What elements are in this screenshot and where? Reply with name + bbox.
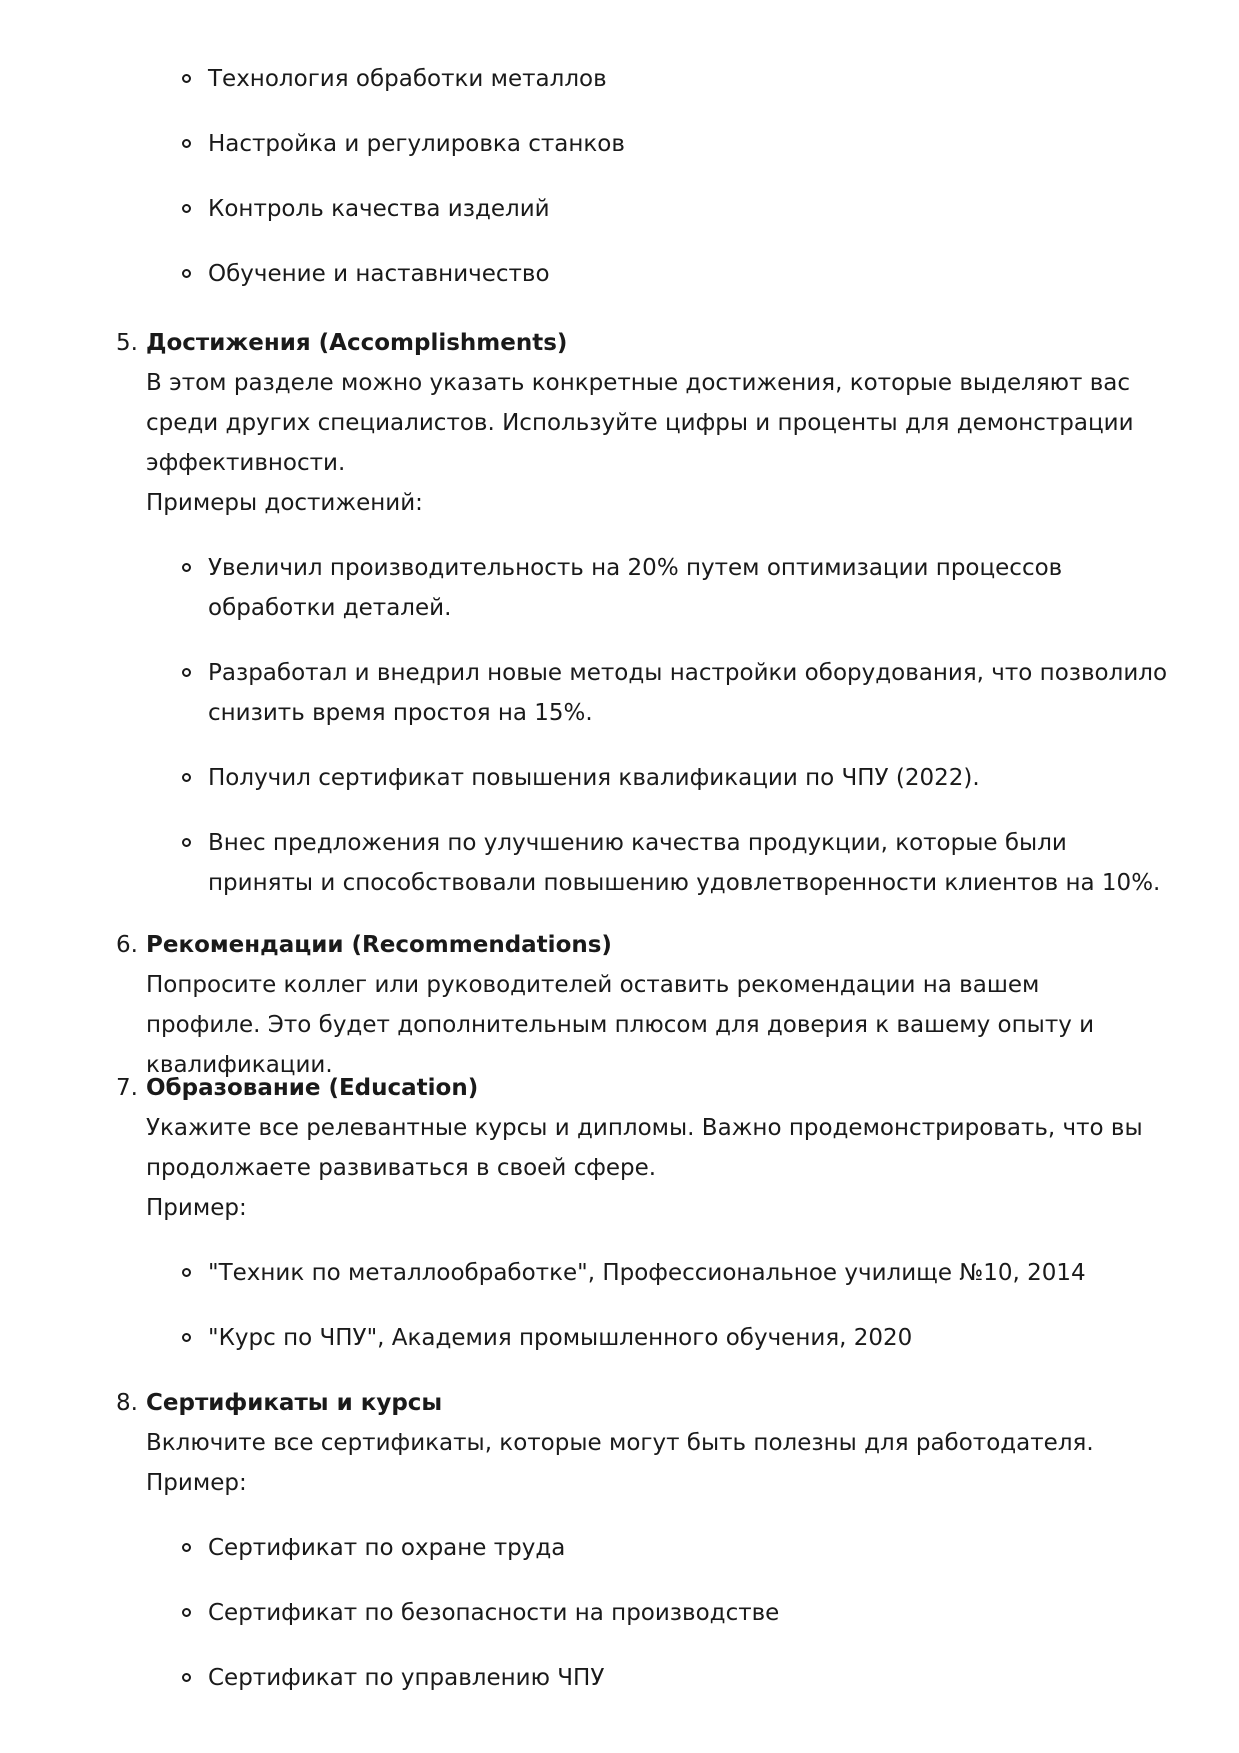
section-paragraph: Попросите коллег или руководителей оставить рекомендации на вашем профиле. Это будет дополнительным плюсом для доверия к вашему опыту и квалификации. (146, 972, 1095, 1078)
section-education (116, 1068, 1146, 1383)
section-heading: Достижения (Accomplishments) (146, 330, 568, 356)
section-heading: Рекомендации (Recommendations) (146, 932, 612, 958)
list-item: "Техник по металлообработке", Профессиональное училище №10, 2014 (208, 1253, 1178, 1293)
list-item: Разработал и внедрил новые методы настройки оборудования, что позволило снизить время простоя на 15%. (208, 653, 1178, 733)
section-lead: Примеры достижений: (146, 490, 423, 516)
section-number: 5. (116, 330, 138, 356)
section-lead: Пример: (146, 1195, 247, 1221)
list-item: Сертификат по охране труда (208, 1528, 1178, 1568)
section-paragraph: Включите все сертификаты, которые могут быть полезны для работодателя. Пример: (146, 1430, 1094, 1496)
list-item: Внес предложения по улучшению качества продукции, которые были приняты и способствовали повышению удовлетворенности клиентов на 10%. (208, 823, 1178, 903)
section-heading: Образование (Education) (146, 1075, 479, 1101)
skills-list (208, 59, 1178, 319)
list-item: Сертификат по управлению ЧПУ (208, 1658, 1178, 1698)
list-item: Увеличил производительность на 20% путем оптимизации процессов обработки деталей. (208, 548, 1178, 628)
section-certificates (116, 1383, 1146, 1723)
list-item: Сертификат по безопасности на производстве (208, 1593, 1178, 1633)
section-number: 6. (116, 932, 138, 958)
section-paragraph: Укажите все релевантные курсы и дипломы. Важно продемонстрировать, что вы продолжаете развиваться в своей сфере. (146, 1115, 1143, 1181)
section-number: 7. (116, 1075, 138, 1101)
list-item: Получил сертификат повышения квалификации по ЧПУ (2022). (208, 758, 1178, 798)
education-list (208, 1253, 1178, 1358)
section-recommendations (116, 925, 1146, 1085)
section-number: 8. (116, 1390, 138, 1416)
list-item: Технология обработки металлов (208, 59, 1178, 99)
list-item: Контроль качества изделий (208, 189, 1178, 229)
section-paragraph: В этом разделе можно указать конкретные достижения, которые выделяют вас среди других специалистов. Используйте цифры и проценты для демонстрации эффективности. (146, 370, 1134, 476)
list-item: Настройка и регулировка станков (208, 124, 1178, 164)
list-item: Обучение и наставничество (208, 254, 1178, 294)
certificates-list (208, 1528, 1178, 1698)
section-heading: Сертификаты и курсы (146, 1390, 443, 1416)
accomplishments-list (208, 548, 1178, 903)
list-item: "Курс по ЧПУ", Академия промышленного обучения, 2020 (208, 1318, 1178, 1358)
section-accomplishments (116, 323, 1168, 928)
